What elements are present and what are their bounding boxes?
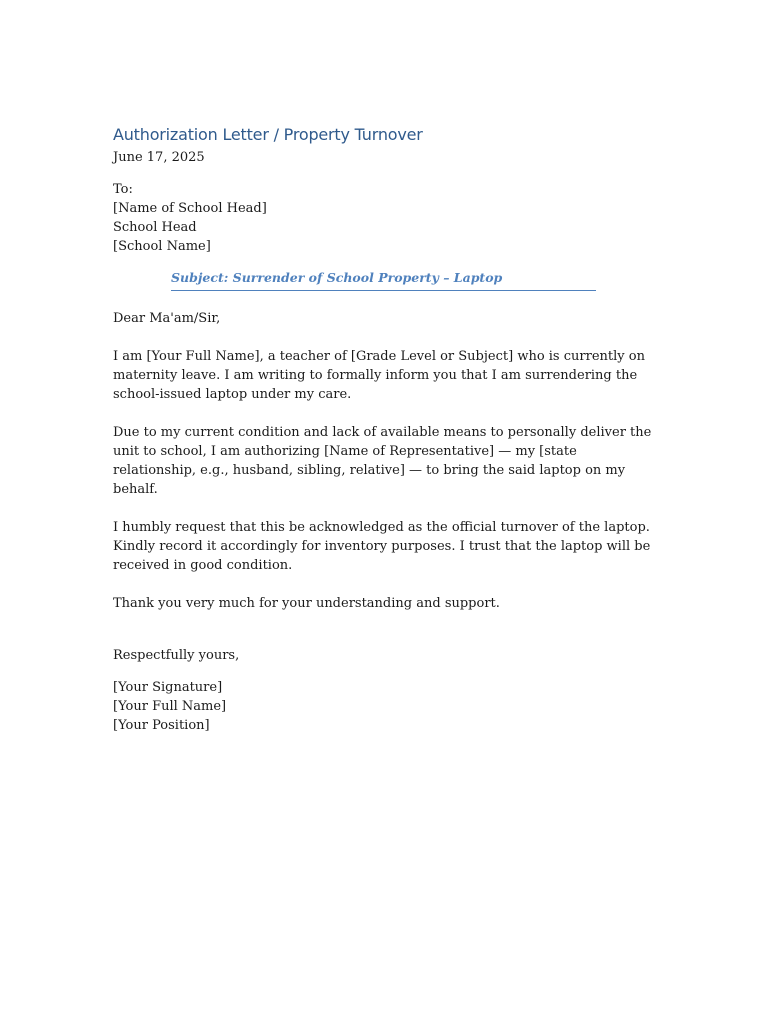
subject-text: Subject: Surrender of School Property – Laptop xyxy=(171,270,503,285)
signature-block xyxy=(113,678,658,735)
paragraph-authorization: Due to my current condition and lack of available means to personally deliver the unit to school, I am authorizing [Name of Representative] — my [state relationship, e.g., husband, sibling, relative] — to bring the said laptop on my behalf. xyxy=(113,425,652,497)
paragraph-request: I humbly request that this be acknowledged as the official turnover of the laptop. Kindly record it accordingly for inventory purposes. I trust that the laptop will be received in good condition. xyxy=(113,520,651,573)
closing: Respectfully yours, xyxy=(113,648,240,663)
signer-full-name: [Your Full Name] xyxy=(113,699,227,714)
salutation: Dear Ma'am/Sir, xyxy=(113,311,221,326)
recipient-name: [Name of School Head] xyxy=(113,201,267,216)
signature-placeholder: [Your Signature] xyxy=(113,680,223,695)
letter-date: June 17, 2025 xyxy=(113,150,205,165)
recipient-to-label: To: xyxy=(113,182,133,197)
subject-line xyxy=(171,269,596,291)
recipient-block xyxy=(113,180,658,256)
paragraph-thanks: Thank you very much for your understanding and support. xyxy=(113,596,500,611)
letter-body xyxy=(113,124,658,735)
signer-position: [Your Position] xyxy=(113,718,210,733)
paragraph-intro: I am [Your Full Name], a teacher of [Grade Level or Subject] who is currently on maternity leave. I am writing to formally inform you that I am surrendering the school-issued laptop under my care. xyxy=(113,349,645,402)
document-title: Authorization Letter / Property Turnover xyxy=(113,125,423,144)
recipient-position: School Head xyxy=(113,220,197,235)
recipient-school: [School Name] xyxy=(113,239,211,254)
